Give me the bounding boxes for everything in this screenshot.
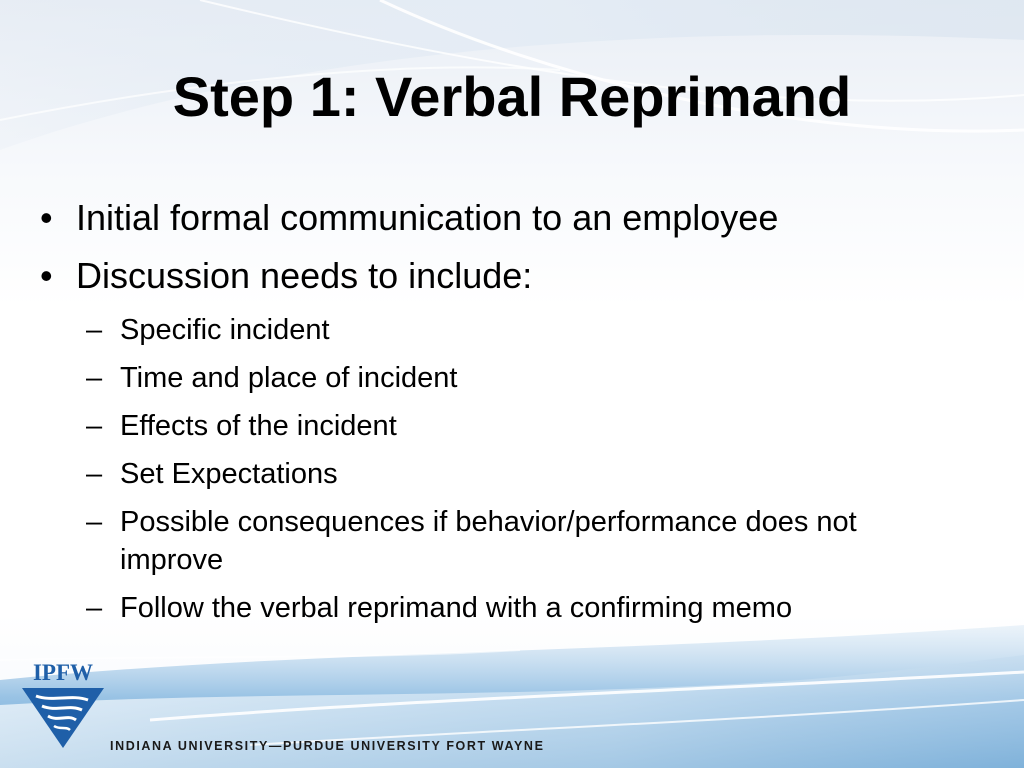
sub-bullet-text: Set Expectations — [120, 458, 338, 490]
sub-bullet-marker: – — [86, 362, 103, 394]
sub-bullet-item — [38, 455, 958, 493]
logo-wordmark: IPFW — [32, 660, 94, 685]
sub-bullet-item — [38, 503, 958, 579]
sub-bullet-text: Possible consequences if behavior/performance does not improve — [120, 506, 857, 576]
sub-bullet-item — [38, 589, 958, 627]
sub-bullet-marker: – — [86, 592, 103, 624]
sub-bullet-item — [38, 311, 958, 349]
sub-bullet-text: Specific incident — [120, 314, 330, 346]
bullet-text: Initial formal communication to an employee — [76, 197, 779, 238]
ipfw-logo — [20, 660, 106, 752]
sub-bullet-marker: – — [86, 506, 103, 538]
bullet-item — [38, 253, 958, 299]
river-shield-icon — [22, 688, 104, 750]
sub-bullet-item — [38, 407, 958, 445]
sub-bullet-item — [38, 359, 958, 397]
sub-bullet-marker: – — [86, 458, 103, 490]
slide-title: Step 1: Verbal Reprimand — [172, 65, 852, 128]
sub-bullet-marker: – — [86, 410, 103, 442]
bullet-list — [38, 195, 958, 637]
sub-bullet-marker: – — [86, 314, 103, 346]
institution-name: INDIANA UNIVERSITY—PURDUE UNIVERSITY FORT WAYNE — [110, 739, 545, 753]
bullet-text: Discussion needs to include: — [76, 255, 533, 296]
sub-bullet-text: Time and place of incident — [120, 362, 458, 394]
sub-bullet-text: Effects of the incident — [120, 410, 397, 442]
bullet-marker: • — [40, 197, 53, 238]
sub-bullet-text: Follow the verbal reprimand with a confirming memo — [120, 592, 793, 624]
bullet-marker: • — [40, 255, 53, 296]
bullet-item — [38, 195, 958, 241]
